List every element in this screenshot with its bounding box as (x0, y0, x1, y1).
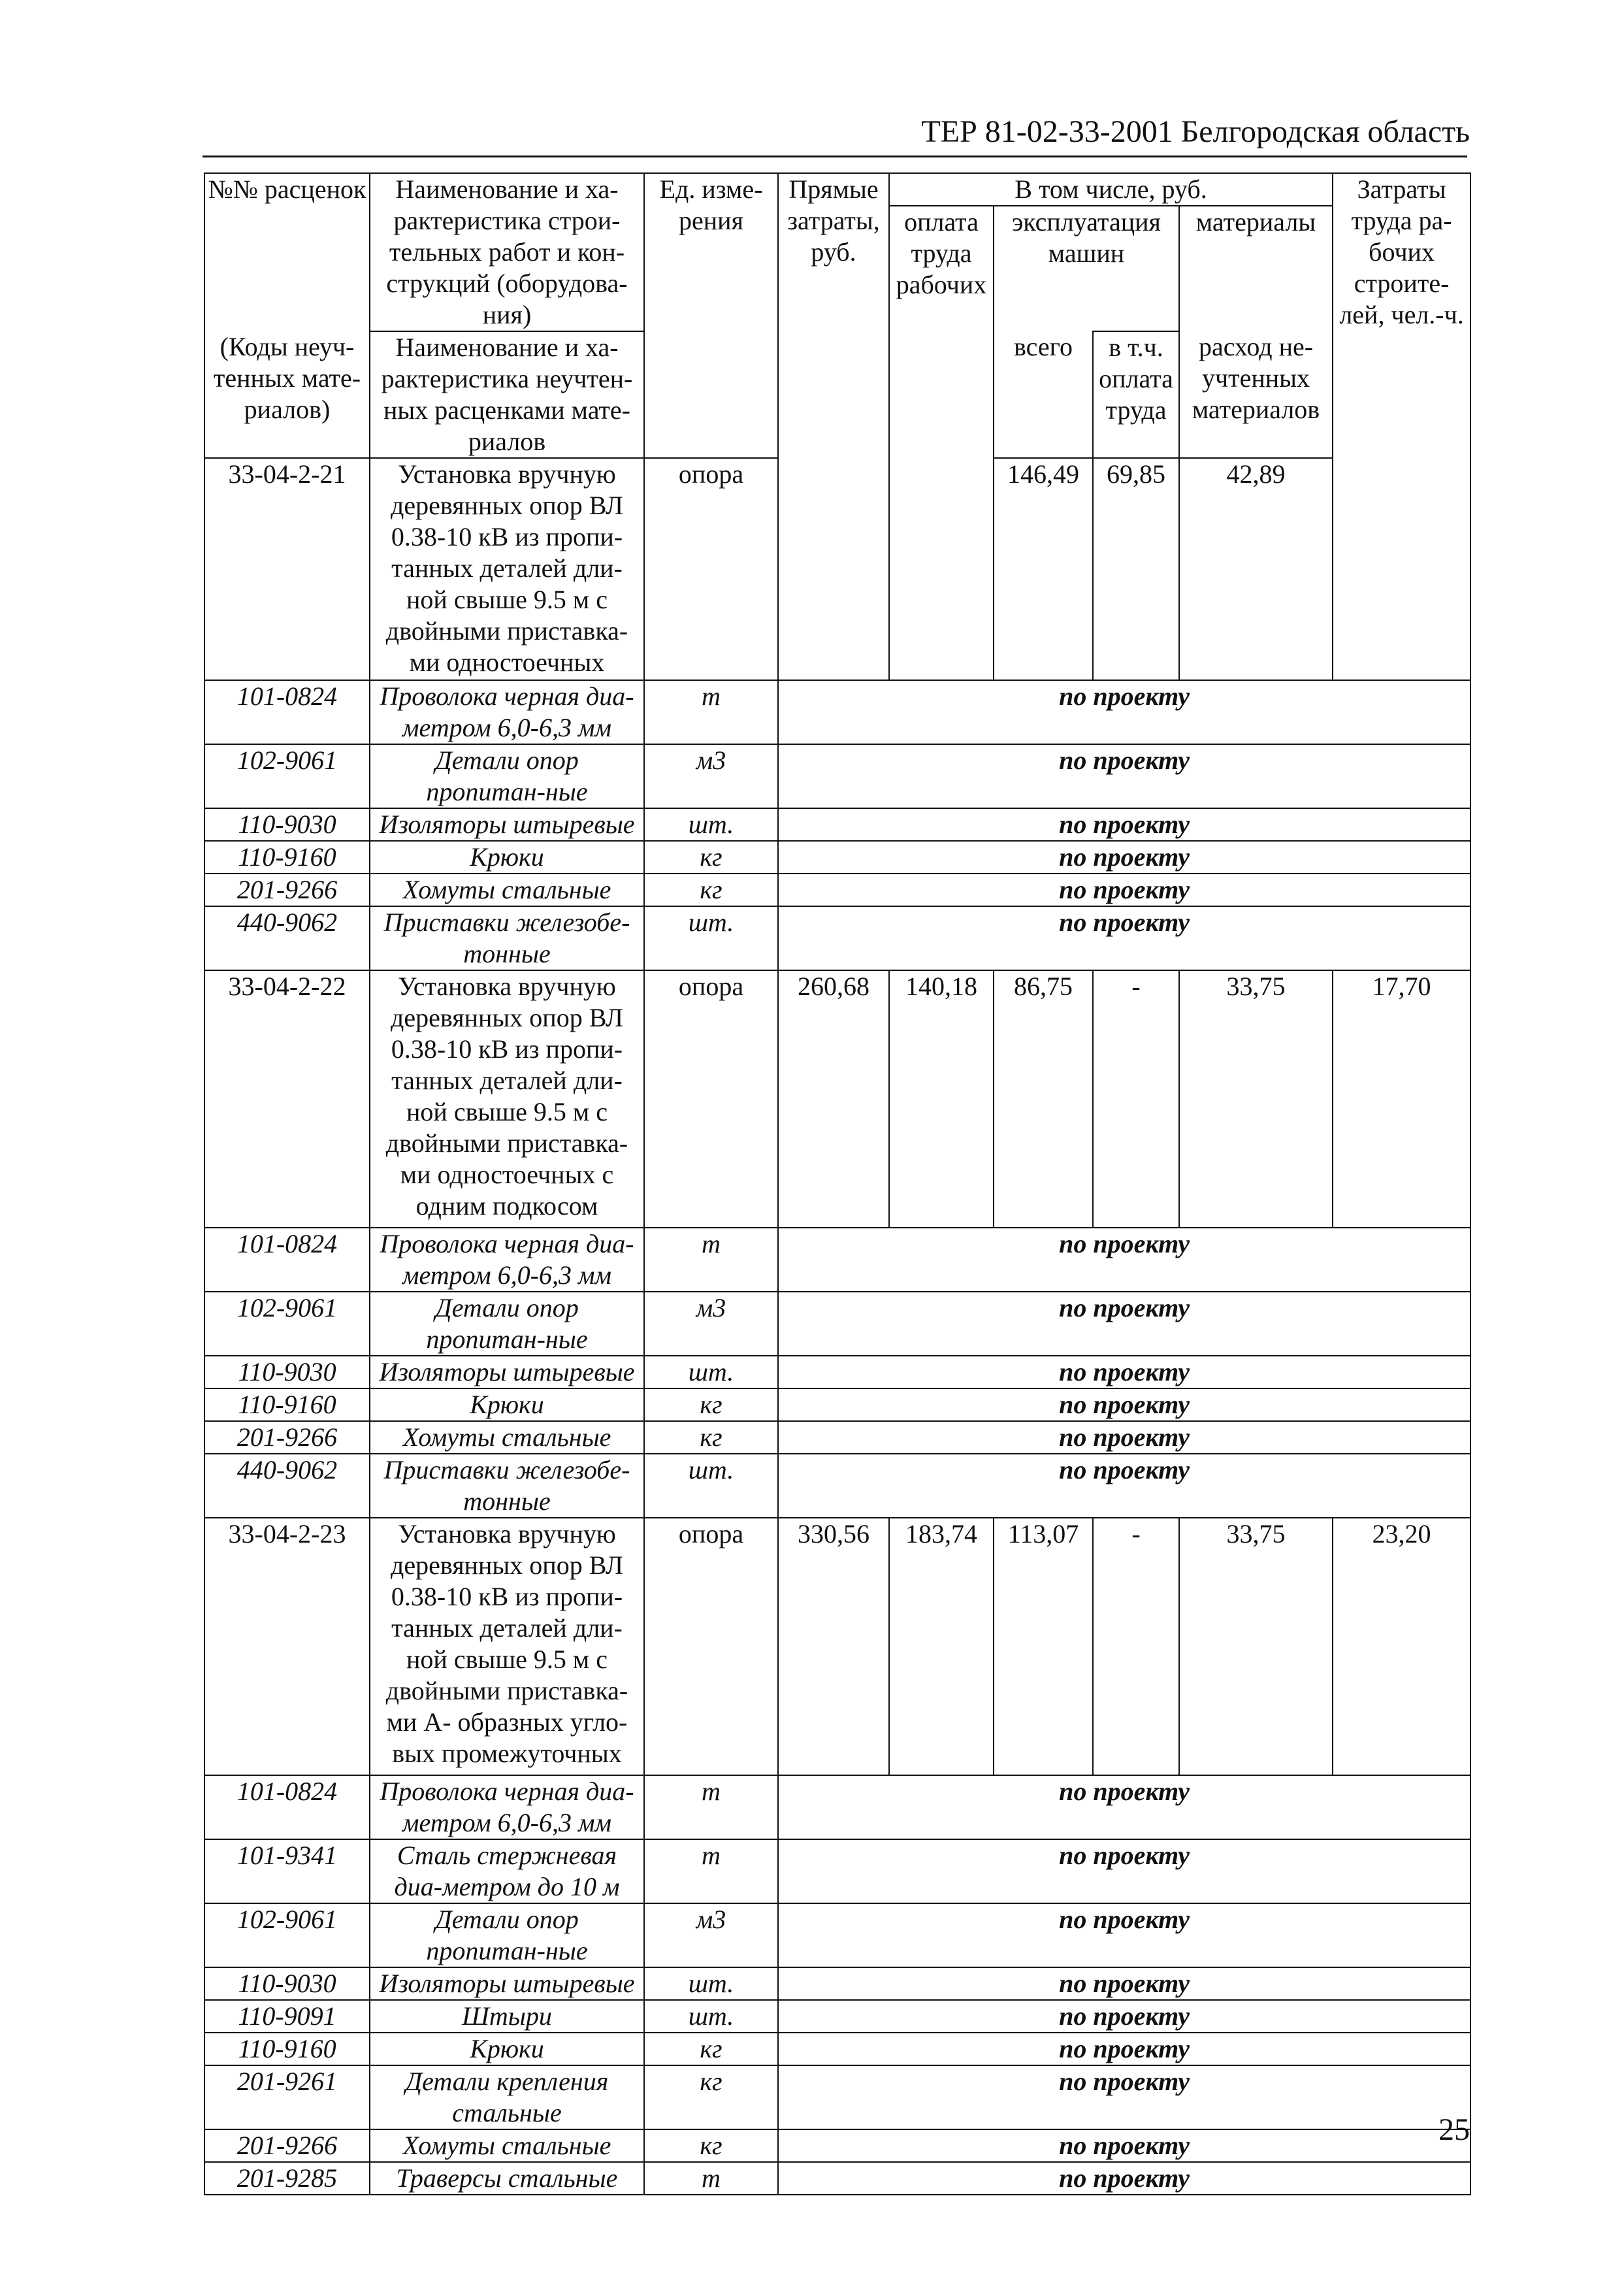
item-direct-cost: 146,49 (994, 458, 1093, 680)
material-unit: кг (644, 2065, 778, 2129)
material-row (204, 1839, 1470, 1903)
material-name: Детали крепления стальные (370, 2065, 644, 2129)
item-row (204, 970, 1470, 1228)
material-row (204, 906, 1470, 970)
material-unit: шт. (644, 808, 778, 841)
material-code: 101-0824 (204, 1775, 370, 1839)
material-name: Изоляторы штыревые (370, 1356, 644, 1388)
material-row (204, 1454, 1470, 1518)
material-note: по проекту (778, 1421, 1470, 1454)
material-code: 201-9266 (204, 874, 370, 906)
material-code: 201-9285 (204, 2162, 370, 2195)
item-machines-wage: - (1093, 970, 1179, 1228)
col-mat-usage-header: расход не-учтенных материалов (1179, 331, 1333, 458)
item-name: Установка вручную деревянных опор ВЛ 0.38-10 кВ из пропи-танных деталей дли-ной свыше 9.5 м с двойными приставка-ми одностоечных (370, 458, 644, 680)
col-unit-blank (644, 331, 778, 458)
material-code: 101-9341 (204, 1839, 370, 1903)
material-unit: т (644, 1228, 778, 1292)
material-name: Детали опор пропитан-ные (370, 1903, 644, 1967)
material-note: по проекту (778, 1775, 1470, 1839)
item-unit: опора (644, 1518, 778, 1775)
material-name: Хомуты стальные (370, 2129, 644, 2162)
material-name: Штыри (370, 2000, 644, 2033)
material-row (204, 1388, 1470, 1421)
material-row (204, 2033, 1470, 2065)
material-unit: кг (644, 2129, 778, 2162)
material-code: 102-9061 (204, 1292, 370, 1356)
col-code-header: №№ расценок (204, 173, 370, 331)
material-note: по проекту (778, 1967, 1470, 2000)
material-code: 201-9266 (204, 1421, 370, 1454)
material-row (204, 1775, 1470, 1839)
material-code: 101-0824 (204, 1228, 370, 1292)
material-unit: шт. (644, 906, 778, 970)
item-labor: 23,20 (1333, 1518, 1470, 1775)
material-code: 110-9160 (204, 841, 370, 874)
material-unit: м3 (644, 1903, 778, 1967)
material-row (204, 841, 1470, 874)
item-machines-total: 42,89 (1179, 458, 1333, 680)
item-code: 33-04-2-22 (204, 970, 370, 1228)
material-name: Проволока черная диа-метром 6,0-6,3 мм (370, 1775, 644, 1839)
material-row (204, 1421, 1470, 1454)
material-code: 440-9062 (204, 1454, 370, 1518)
material-row (204, 1903, 1470, 1967)
material-name: Траверсы стальные (370, 2162, 644, 2195)
material-unit: кг (644, 1421, 778, 1454)
material-unit: кг (644, 2033, 778, 2065)
material-row (204, 744, 1470, 808)
item-row (204, 1518, 1470, 1775)
material-row (204, 1356, 1470, 1388)
material-row (204, 874, 1470, 906)
material-unit: шт. (644, 1967, 778, 2000)
material-code: 440-9062 (204, 906, 370, 970)
material-row (204, 808, 1470, 841)
item-materials: 33,75 (1179, 1518, 1333, 1775)
material-code: 201-9266 (204, 2129, 370, 2162)
item-machines-wage: - (1093, 1518, 1179, 1775)
col-wages-header: оплата труда рабочих (889, 206, 994, 680)
item-wages: 183,74 (889, 1518, 994, 1775)
material-code: 201-9261 (204, 2065, 370, 2129)
item-unit: опора (644, 458, 778, 680)
material-unit: т (644, 1839, 778, 1903)
header-row-1 (204, 173, 1470, 206)
item-labor: 17,70 (1333, 970, 1470, 1228)
col-labor-header: Затраты труда ра-бочих строите-лей, чел.-ч. (1333, 173, 1470, 680)
item-direct-cost: 330,56 (778, 1518, 889, 1775)
material-note: по проекту (778, 1228, 1470, 1292)
material-name: Крюки (370, 2033, 644, 2065)
page-number: 25 (1438, 2112, 1470, 2147)
material-note: по проекту (778, 1454, 1470, 1518)
material-row (204, 2162, 1470, 2195)
material-name: Хомуты стальные (370, 1421, 644, 1454)
material-note: по проекту (778, 1356, 1470, 1388)
material-name: Приставки железобе-тонные (370, 906, 644, 970)
item-code: 33-04-2-23 (204, 1518, 370, 1775)
material-note: по проекту (778, 2033, 1470, 2065)
material-note: по проекту (778, 744, 1470, 808)
material-row (204, 2000, 1470, 2033)
material-name: Приставки железобе-тонные (370, 1454, 644, 1518)
material-code: 110-9030 (204, 1356, 370, 1388)
material-row (204, 1228, 1470, 1292)
material-code: 110-9030 (204, 808, 370, 841)
col-machines-header: эксплуатация машин (994, 206, 1179, 331)
material-note: по проекту (778, 874, 1470, 906)
item-direct-cost: 260,68 (778, 970, 889, 1228)
material-unit: кг (644, 874, 778, 906)
item-machines-total: 113,07 (994, 1518, 1093, 1775)
material-note: по проекту (778, 1903, 1470, 1967)
material-code: 102-9061 (204, 1903, 370, 1967)
col-machines-wage-header: в т.ч. оплата труда (1093, 331, 1179, 458)
material-row (204, 2129, 1470, 2162)
material-code: 110-9160 (204, 1388, 370, 1421)
col-machines-total-header: всего (994, 331, 1093, 458)
col-incl-header: В том числе, руб. (889, 173, 1333, 206)
material-name: Изоляторы штыревые (370, 1967, 644, 2000)
material-note: по проекту (778, 906, 1470, 970)
item-code: 33-04-2-21 (204, 458, 370, 680)
material-unit: т (644, 680, 778, 744)
material-name: Сталь стержневая диа-метром до 10 м (370, 1839, 644, 1903)
material-unit: м3 (644, 1292, 778, 1356)
material-name: Хомуты стальные (370, 874, 644, 906)
material-name: Проволока черная диа-метром 6,0-6,3 мм (370, 680, 644, 744)
item-wages: 69,85 (1093, 458, 1179, 680)
material-unit: м3 (644, 744, 778, 808)
col-unit-header: Ед. изме-рения (644, 173, 778, 331)
material-name: Детали опор пропитан-ные (370, 1292, 644, 1356)
material-row (204, 680, 1470, 744)
material-name: Проволока черная диа-метром 6,0-6,3 мм (370, 1228, 644, 1292)
material-note: по проекту (778, 2000, 1470, 2033)
item-wages: 140,18 (889, 970, 994, 1228)
material-name: Изоляторы штыревые (370, 808, 644, 841)
material-unit: шт. (644, 1454, 778, 1518)
material-code: 102-9061 (204, 744, 370, 808)
material-note: по проекту (778, 841, 1470, 874)
material-note: по проекту (778, 1839, 1470, 1903)
material-row (204, 1967, 1470, 2000)
material-code: 101-0824 (204, 680, 370, 744)
material-unit: кг (644, 841, 778, 874)
material-unit: шт. (644, 1356, 778, 1388)
material-name: Детали опор пропитан-ные (370, 744, 644, 808)
material-note: по проекту (778, 1388, 1470, 1421)
material-note: по проекту (778, 2129, 1470, 2162)
col-mat-names-header: Наименование и ха-рактеристика неучтен-ных расценками мате-риалов (370, 331, 644, 458)
material-code: 110-9030 (204, 1967, 370, 2000)
item-materials: 33,75 (1179, 970, 1333, 1228)
material-unit: т (644, 1775, 778, 1839)
material-note: по проекту (778, 2162, 1470, 2195)
table-body (204, 173, 1470, 2195)
material-name: Крюки (370, 1388, 644, 1421)
item-name: Установка вручную деревянных опор ВЛ 0.38-10 кВ из пропи-танных деталей дли-ной свыше 9.5 м с двойными приставка-ми А- образных угло-вых промежуточных (370, 1518, 644, 1775)
price-table (204, 172, 1471, 2195)
material-row (204, 1292, 1470, 1356)
material-code: 110-9160 (204, 2033, 370, 2065)
col-direct-header: Прямые затраты, руб. (778, 173, 889, 680)
col-name-header: Наименование и ха-рактеристика строи-тельных работ и кон-струкций (оборудова-ния) (370, 173, 644, 331)
material-unit: т (644, 2162, 778, 2195)
material-note: по проекту (778, 808, 1470, 841)
material-note: по проекту (778, 1292, 1470, 1356)
material-unit: кг (644, 1388, 778, 1421)
material-note: по проекту (778, 680, 1470, 744)
col-materials-header: материалы (1179, 206, 1333, 331)
material-unit: шт. (644, 2000, 778, 2033)
item-unit: опора (644, 970, 778, 1228)
material-name: Крюки (370, 841, 644, 874)
material-note: по проекту (778, 2065, 1470, 2129)
header-rule (203, 156, 1467, 157)
material-row (204, 2065, 1470, 2129)
document-header: ТЕР 81-02-33-2001 Белгородская область (921, 114, 1470, 149)
item-machines-total: 86,75 (994, 970, 1093, 1228)
col-mat-codes-header: (Коды неуч-тенных мате-риалов) (204, 331, 370, 458)
material-code: 110-9091 (204, 2000, 370, 2033)
item-name: Установка вручную деревянных опор ВЛ 0.38-10 кВ из пропи-танных деталей дли-ной свыше 9.5 м с двойными приставка-ми одностоечных с одним подкосом (370, 970, 644, 1228)
